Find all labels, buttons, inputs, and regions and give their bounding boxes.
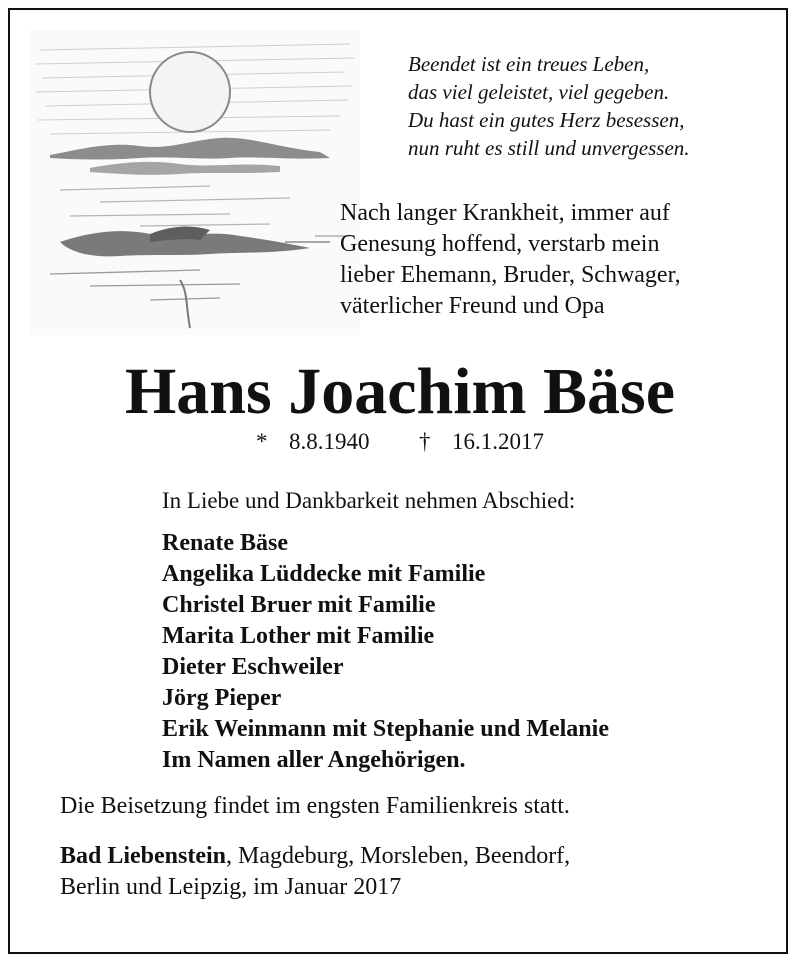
- announcement-line: Nach langer Krankheit, immer auf: [340, 200, 670, 226]
- place-line-2: Berlin und Leipzig, im Januar 2017: [60, 874, 402, 900]
- memorial-poem: [408, 50, 768, 162]
- mourner: Im Namen aller Angehörigen.: [162, 747, 466, 773]
- poem-line: Du hast ein gutes Herz besessen,: [408, 108, 685, 132]
- announcement-line: lieber Ehemann, Bruder, Schwager,: [340, 262, 681, 288]
- deceased-name: Hans Joachim Bäse: [124, 355, 676, 428]
- birth-date: 8.8.1940: [289, 429, 370, 454]
- mourner: Dieter Eschweiler: [162, 654, 344, 680]
- mourner: Marita Lother mit Familie: [162, 623, 435, 649]
- mourner: Renate Bäse: [162, 530, 288, 556]
- death-symbol: †: [419, 429, 431, 454]
- life-dates: [0, 427, 800, 457]
- other-places: , Magdeburg, Morsleben, Beendorf,: [226, 843, 571, 869]
- announcement-line: väterlicher Freund und Opa: [340, 293, 605, 319]
- sunset-landscape-sketch: [30, 30, 360, 335]
- poem-line: Beendet ist ein treues Leben,: [408, 52, 650, 76]
- mourner: Erik Weinmann mit Stephanie und Melanie: [162, 716, 609, 742]
- death-date: 16.1.2017: [452, 429, 544, 454]
- place-and-date: [60, 841, 570, 903]
- mourner: Jörg Pieper: [162, 685, 282, 711]
- primary-place: Bad Liebenstein: [60, 843, 227, 869]
- mourners-list: [162, 528, 609, 776]
- announcement-line: Genesung hoffend, verstarb mein: [340, 231, 660, 257]
- birth-symbol: *: [256, 429, 268, 454]
- announcement-text: [340, 198, 780, 322]
- poem-line: das viel geleistet, viel gegeben.: [408, 80, 670, 104]
- farewell-line: In Liebe und Dankbarkeit nehmen Abschied:: [162, 488, 576, 513]
- funeral-note: Die Beisetzung findet im engsten Familienkreis statt.: [60, 793, 570, 819]
- poem-line: nun ruht es still und unvergessen.: [408, 136, 690, 160]
- mourner: Angelika Lüddecke mit Familie: [162, 561, 486, 587]
- mourner: Christel Bruer mit Familie: [162, 592, 436, 618]
- place-line-1: [60, 841, 570, 872]
